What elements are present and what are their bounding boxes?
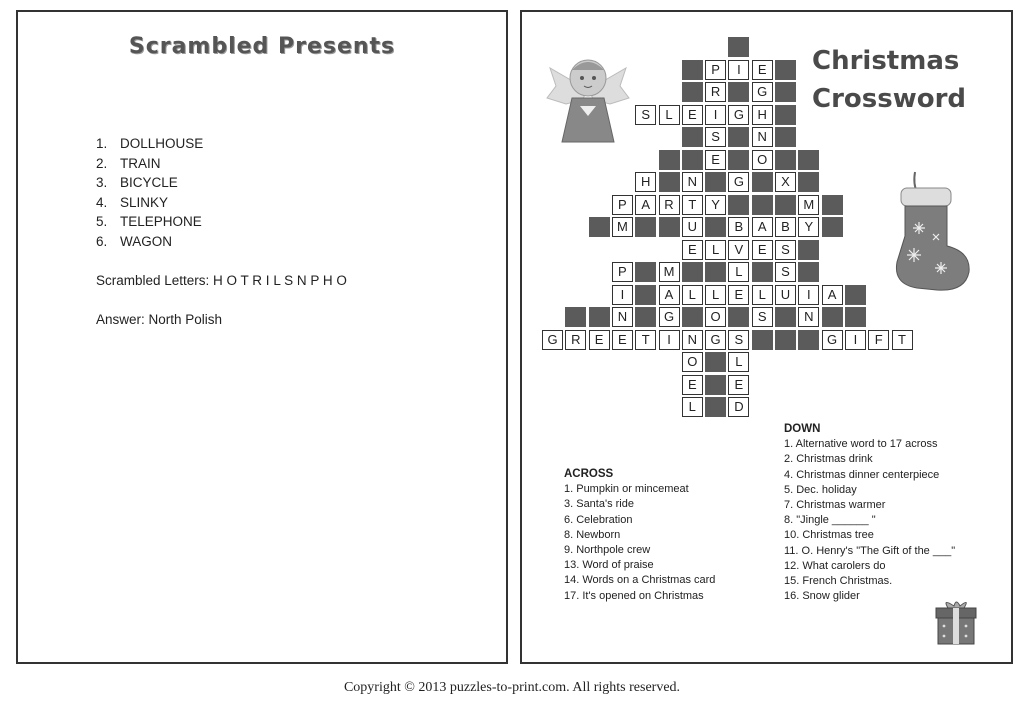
grid-letter: G [542,330,563,350]
grid-block [752,330,773,350]
answer: Answer: North Polish [96,312,223,327]
grid-block [682,307,703,327]
grid-letter: T [635,330,656,350]
grid-block [705,352,726,372]
grid-block [705,397,726,417]
grid-block [682,262,703,282]
grid-letter: L [682,285,703,305]
grid-letter: L [752,285,773,305]
grid-block [845,285,866,305]
grid-letter: L [705,240,726,260]
clue: 6. Celebration [564,513,633,526]
clue: 8. Newborn [564,528,621,541]
stocking-icon [887,164,977,299]
clue: 12. What carolers do [784,559,886,572]
crossword-panel [520,10,1013,664]
grid-block [682,150,703,170]
present-list [96,134,203,252]
grid-letter: E [705,150,726,170]
grid-letter: A [752,217,773,237]
grid-block [728,307,749,327]
grid-letter: E [682,105,703,125]
angel-icon [542,40,634,150]
grid-letter: S [728,330,749,350]
grid-letter: V [728,240,749,260]
grid-block [682,82,703,102]
grid-block [752,195,773,215]
grid-block [728,150,749,170]
grid-letter: N [682,330,703,350]
grid-letter: N [798,307,819,327]
grid-letter: N [682,172,703,192]
grid-letter: M [659,262,680,282]
grid-letter: P [612,262,633,282]
list-item: 4. SLINKY [96,194,169,210]
grid-block [705,375,726,395]
grid-letter: G [728,172,749,192]
grid-letter: I [612,285,633,305]
grid-letter: H [752,105,773,125]
grid-letter: I [845,330,866,350]
grid-block [822,195,843,215]
grid-block [659,172,680,192]
grid-letter: L [682,397,703,417]
list-item: 2. TRAIN [96,155,161,171]
grid-letter: D [728,397,749,417]
grid-letter: E [589,330,610,350]
list-item: 5. TELEPHONE [96,214,202,230]
grid-block [682,127,703,147]
grid-letter: G [822,330,843,350]
clue: 5. Dec. holiday [784,483,857,496]
grid-letter: S [775,240,796,260]
scrambled-presents-panel [16,10,508,664]
clue: 4. Christmas dinner centerpiece [784,468,940,481]
grid-letter: I [659,330,680,350]
grid-block [775,307,796,327]
down-heading: DOWN [784,423,821,435]
across-clues [564,467,715,604]
clue: 7. Christmas warmer [784,499,886,512]
grid-letter: N [612,307,633,327]
grid-block [705,262,726,282]
grid-block [705,217,726,237]
grid-letter: E [612,330,633,350]
clue: 1. Alternative word to 17 across [784,438,938,451]
clue: 15. French Christmas. [784,575,893,588]
grid-block [775,330,796,350]
grid-letter: E [728,285,749,305]
grid-block [775,105,796,125]
grid-letter: E [682,240,703,260]
grid-letter: P [612,195,633,215]
grid-letter: N [752,127,773,147]
grid-block [635,307,656,327]
grid-letter: I [798,285,819,305]
clue: 8. "Jingle ______ " [784,514,876,527]
grid-letter: E [752,240,773,260]
grid-letter: O [752,150,773,170]
grid-block [635,285,656,305]
grid-letter: M [612,217,633,237]
grid-letter: T [892,330,913,350]
grid-letter: O [682,352,703,372]
grid-letter: A [659,285,680,305]
grid-letter: G [659,307,680,327]
clue: 14. Words on a Christmas card [564,574,716,587]
grid-block [728,37,749,57]
grid-letter: Y [705,195,726,215]
across-heading: ACROSS [564,468,614,480]
grid-letter: F [868,330,889,350]
grid-letter: A [635,195,656,215]
grid-letter: I [728,60,749,80]
grid-letter: A [822,285,843,305]
grid-block [589,217,610,237]
grid-block [775,60,796,80]
grid-letter: S [775,262,796,282]
clue: 9. Northpole crew [564,544,651,557]
grid-block [659,217,680,237]
clue: 1. Pumpkin or mincemeat [564,483,689,496]
grid-block [565,307,586,327]
list-item: 1. DOLLHOUSE [96,136,204,151]
list-item: 3. BICYCLE [96,175,178,191]
grid-block [798,172,819,192]
grid-letter: L [728,352,749,372]
grid-letter: S [635,105,656,125]
grid-block [589,307,610,327]
crossword-title: Christmas Crossword [812,46,967,114]
grid-letter: P [705,60,726,80]
grid-letter: Y [798,217,819,237]
grid-block [845,307,866,327]
grid-block [775,150,796,170]
copyright: Copyright © 2013 puzzles-to-print.com. All rights reserved. [343,680,681,695]
grid-letter: B [775,217,796,237]
grid-letter: R [659,195,680,215]
clue: 17. It's opened on Christmas [564,589,704,602]
clue: 2. Christmas drink [784,453,873,466]
grid-block [822,217,843,237]
grid-letter: T [682,195,703,215]
grid-letter: E [728,375,749,395]
grid-block [728,127,749,147]
grid-letter: M [798,195,819,215]
grid-block [659,150,680,170]
grid-letter: R [705,82,726,102]
grid-letter: G [705,330,726,350]
down-clues-list [784,422,955,604]
grid-block [798,330,819,350]
grid-letter: O [705,307,726,327]
list-item: 6. WAGON [96,233,172,249]
grid-letter: S [705,127,726,147]
grid-letter: G [728,105,749,125]
grid-letter: E [682,375,703,395]
grid-block [705,172,726,192]
grid-block [728,195,749,215]
grid-letter: H [635,172,656,192]
grid-letter: L [728,262,749,282]
grid-letter: S [752,307,773,327]
scrambled-title: Scrambled Presents [128,34,396,59]
clue: 3. Santa's ride [564,498,634,511]
grid-block [798,262,819,282]
grid-letter: U [682,217,703,237]
grid-block [752,262,773,282]
grid-letter: R [565,330,586,350]
clue: 10. Christmas tree [784,529,874,542]
grid-letter: G [752,82,773,102]
clue: 11. O. Henry's "The Gift of the ___" [784,544,956,557]
grid-block [635,262,656,282]
grid-block [752,172,773,192]
grid-letter: X [775,172,796,192]
grid-block [798,240,819,260]
grid-block [775,82,796,102]
grid-block [775,195,796,215]
grid-block [822,307,843,327]
clue: 13. Word of praise [564,559,654,572]
grid-block [682,60,703,80]
grid-letter: B [728,217,749,237]
grid-block [635,217,656,237]
grid-letter: L [705,285,726,305]
grid-block [775,127,796,147]
grid-letter: U [775,285,796,305]
scrambled-letters: Scrambled Letters: H O T R I L S N P H O [96,273,347,288]
grid-block [798,150,819,170]
grid-letter: I [705,105,726,125]
grid-letter: E [752,60,773,80]
clue: 16. Snow glider [784,590,860,603]
grid-block [728,82,749,102]
grid-letter: L [659,105,680,125]
